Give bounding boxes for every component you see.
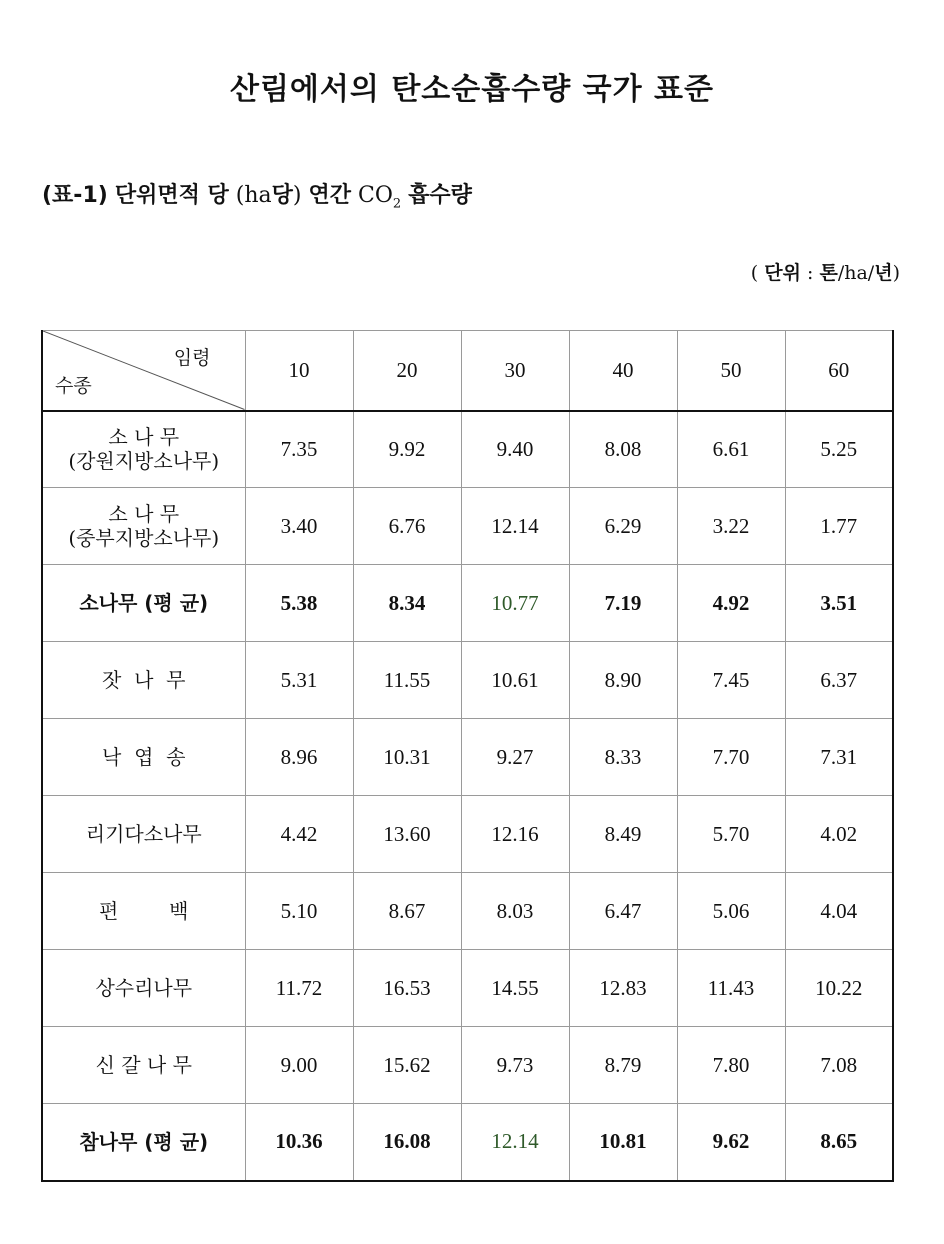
value-cell: 12.14 [461,1104,569,1181]
value-cell: 9.40 [461,411,569,488]
species-name: 소 나 무 [108,425,180,450]
value-cell: 10.81 [569,1104,677,1181]
caption-text-before: 단위면적 당 [114,183,229,208]
species-cell: 참나무 (평 균) [42,1104,245,1181]
value-cell: 12.16 [461,796,569,873]
unit-note-ha: /ha/ [837,262,875,284]
corner-header-cell [42,331,245,411]
value-cell: 7.80 [677,1027,785,1104]
value-cell: 11.43 [677,950,785,1027]
unit-note-year: 년 [874,262,893,284]
species-cell [42,488,245,565]
table-row [42,796,893,873]
value-cell: 11.72 [245,950,353,1027]
unit-note-close: ) [892,262,900,284]
age-header: 40 [569,331,677,411]
value-cell: 9.00 [245,1027,353,1104]
value-cell: 6.76 [353,488,461,565]
unit-note-ton: 톤 [819,262,838,284]
unit-note-colon: : [807,262,814,284]
value-cell: 9.62 [677,1104,785,1181]
table-row [42,873,893,950]
value-cell: 9.27 [461,719,569,796]
table-row [42,642,893,719]
value-cell: 10.22 [785,950,893,1027]
age-header: 10 [245,331,353,411]
table-row-average [42,1104,893,1181]
value-cell: 9.73 [461,1027,569,1104]
value-cell: 6.29 [569,488,677,565]
age-header-label: 임령 [173,347,211,369]
species-cell: 낙 엽 송 [42,719,245,796]
species-cell: 상수리나무 [42,950,245,1027]
value-cell: 8.90 [569,642,677,719]
value-cell: 10.61 [461,642,569,719]
species-subname: (중부지방소나무) [68,526,220,550]
species-subname: (강원지방소나무) [68,449,220,474]
value-cell: 4.04 [785,873,893,950]
value-cell: 7.70 [677,719,785,796]
table-row-average [42,565,893,642]
value-cell: 8.65 [785,1104,893,1181]
value-cell: 10.77 [461,565,569,642]
value-cell: 6.37 [785,642,893,719]
value-cell: 3.22 [677,488,785,565]
caption-unit-bold: 당 [271,183,293,208]
value-cell: 7.35 [245,411,353,488]
species-cell: 편 백 [42,873,245,950]
value-cell: 8.33 [569,719,677,796]
caption-unit [236,183,302,208]
value-cell: 14.55 [461,950,569,1027]
value-cell: 1.77 [785,488,893,565]
age-header: 60 [785,331,893,411]
caption-text-after: 연간 [308,183,351,208]
value-cell: 3.40 [245,488,353,565]
value-cell: 3.51 [785,565,893,642]
species-cell [42,411,245,488]
caption-co2-sub: 2 [392,196,402,212]
caption-co2 [357,183,402,212]
value-cell: 8.08 [569,411,677,488]
value-cell: 6.47 [569,873,677,950]
value-cell: 12.14 [461,488,569,565]
age-header: 30 [461,331,569,411]
value-cell: 5.10 [245,873,353,950]
table-caption [42,178,472,211]
value-cell: 7.19 [569,565,677,642]
table-row [42,488,893,565]
value-cell: 16.08 [353,1104,461,1181]
value-cell: 5.06 [677,873,785,950]
species-cell: 리기다소나무 [42,796,245,873]
value-cell: 16.53 [353,950,461,1027]
co2-absorption-table [41,330,894,1182]
table-row [42,719,893,796]
table-row [42,950,893,1027]
unit-note-label: 단위 [764,262,801,284]
value-cell: 7.08 [785,1027,893,1104]
age-header: 20 [353,331,461,411]
unit-note-open: ( [750,262,759,284]
value-cell: 7.45 [677,642,785,719]
value-cell: 8.96 [245,719,353,796]
value-cell: 9.92 [353,411,461,488]
value-cell: 6.61 [677,411,785,488]
species-name: 소 나 무 [108,502,180,526]
caption-label: (표-1) [42,183,108,208]
value-cell: 4.02 [785,796,893,873]
header-row [42,331,893,411]
caption-co2-main: CO [357,183,393,208]
value-cell: 8.67 [353,873,461,950]
unit-note [751,258,900,285]
value-cell: 5.31 [245,642,353,719]
value-cell: 8.03 [461,873,569,950]
value-cell: 8.34 [353,565,461,642]
value-cell: 10.31 [353,719,461,796]
value-cell: 4.42 [245,796,353,873]
value-cell: 12.83 [569,950,677,1027]
species-cell: 소나무 (평 균) [42,565,245,642]
value-cell: 8.49 [569,796,677,873]
species-header-label: 수종 [55,374,92,397]
value-cell: 4.92 [677,565,785,642]
value-cell: 5.38 [245,565,353,642]
table-row [42,1027,893,1104]
caption-unit-part: (ha [235,183,272,208]
caption-text-end: 흡수량 [408,183,472,208]
value-cell: 11.55 [353,642,461,719]
caption-unit-close: ) [292,183,302,208]
page-title: 산림에서의 탄소순흡수량 국가 표준 [229,72,715,107]
species-cell: 잣 나 무 [42,642,245,719]
age-header: 50 [677,331,785,411]
species-cell: 신 갈 나 무 [42,1027,245,1104]
value-cell: 13.60 [353,796,461,873]
value-cell: 5.70 [677,796,785,873]
value-cell: 8.79 [569,1027,677,1104]
value-cell: 15.62 [353,1027,461,1104]
value-cell: 10.36 [245,1104,353,1181]
value-cell: 5.25 [785,411,893,488]
value-cell: 7.31 [785,719,893,796]
table-row [42,411,893,488]
